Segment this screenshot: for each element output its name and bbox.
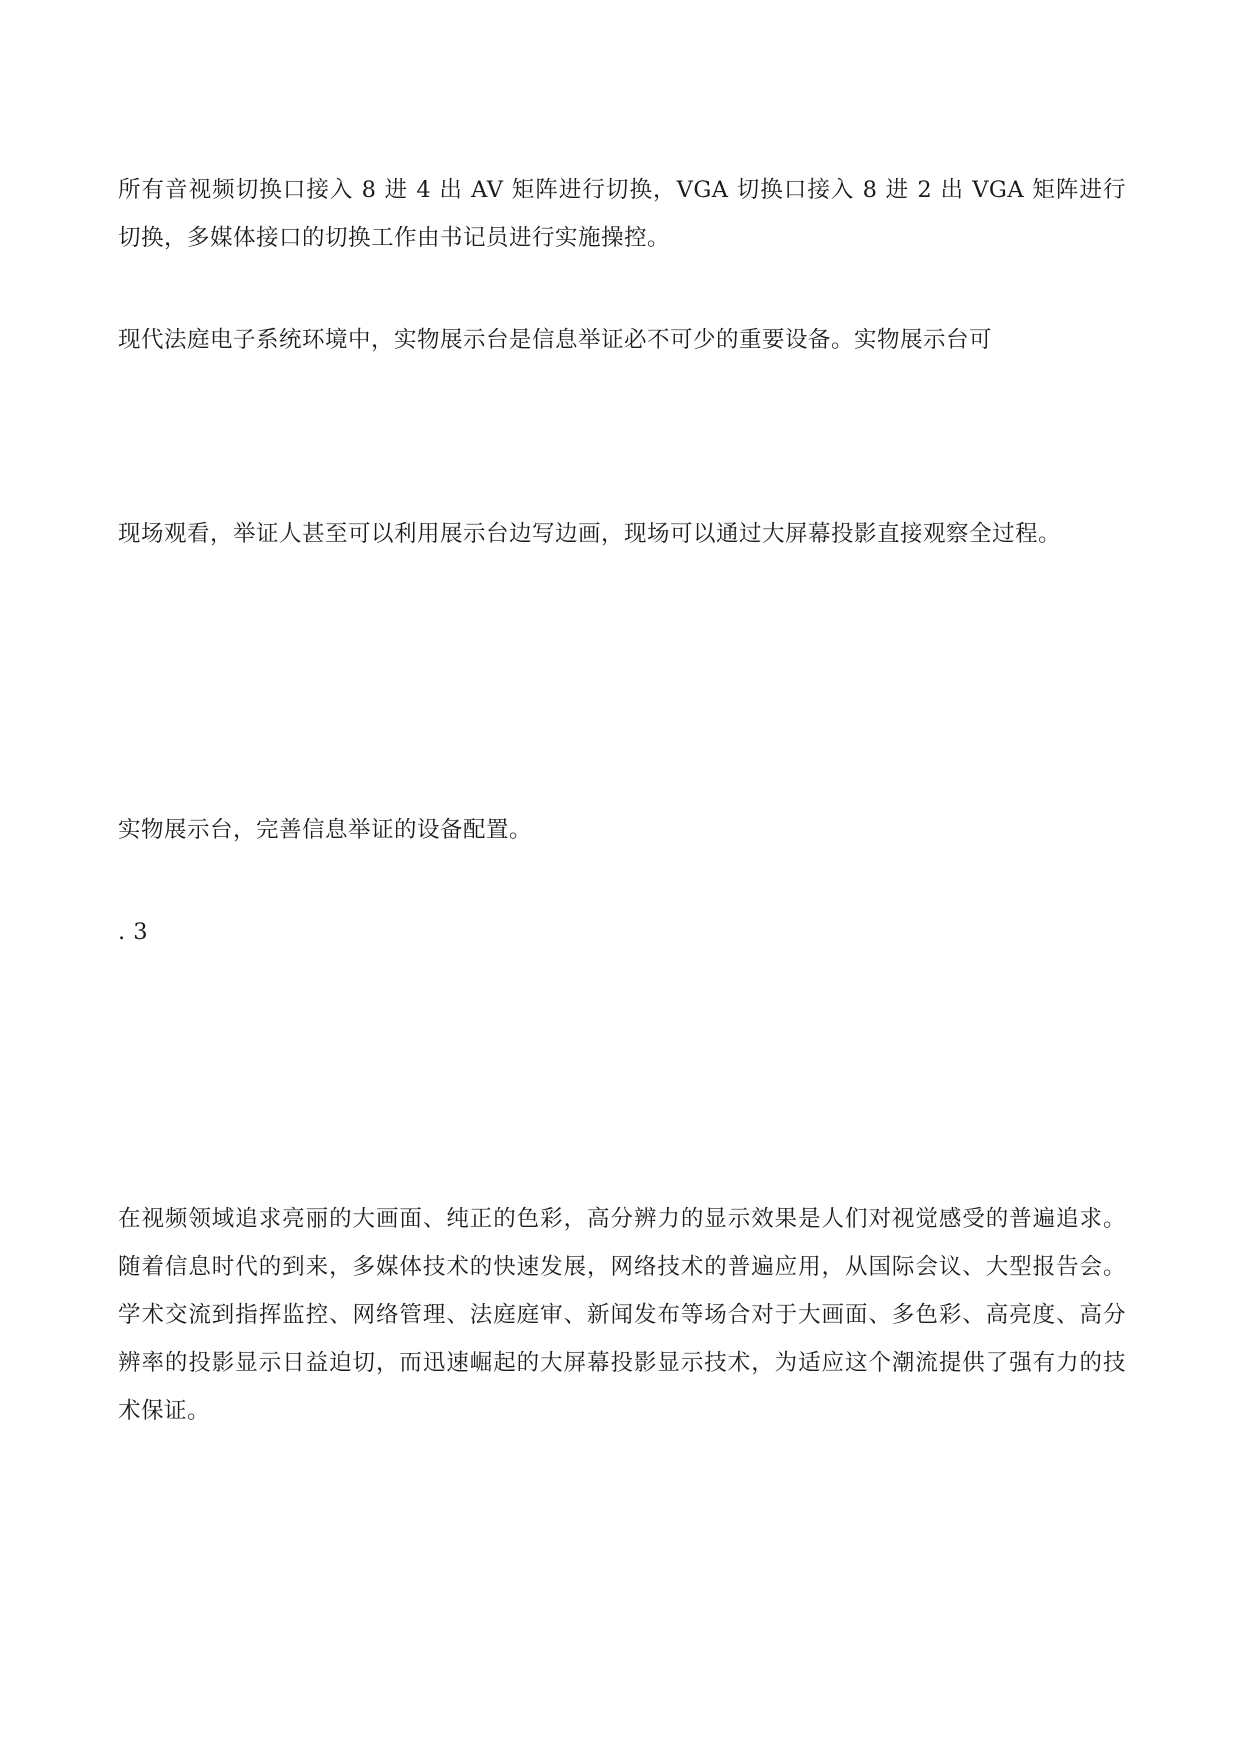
paragraph-large-screen-projection: 在视频领域追求亮丽的大画面、纯正的色彩，高分辨力的显示效果是人们对视觉感受的普遍追求。随着信息时代的到来，多媒体技术的快速发展，网络技术的普遍应用，从国际会议、大型报告会。学术交流到指挥监控、网络管理、法庭庭审、新闻发布等场合对于大画面、多色彩、高亮度、高分辨率的投影显示日益迫切，而迅速崛起的大屏幕投影显示技术，为适应这个潮流提供了强有力的技术保证。 xyxy=(118,1206,1126,1424)
paragraph-av-matrix-switching: 所有音视频切换口接入 8 进 4 出 AV 矩阵进行切换，VGA 切换口接入 8 进 2 出 VGA 矩阵进行切换，多媒体接口的切换工作由书记员进行实施操控。 xyxy=(118,177,1126,251)
paragraph-live-viewing: 现场观看，举证人甚至可以利用展示台边写边画，现场可以通过大屏幕投影直接观察全过程。 xyxy=(118,521,1062,547)
paragraph-device-configuration: 实物展示台，完善信息举证的设备配置。 xyxy=(118,817,533,843)
paragraph-document-camera-intro: 现代法庭电子系统环境中，实物展示台是信息举证必不可少的重要设备。实物展示台可 xyxy=(118,327,993,353)
section-number: . 3 xyxy=(118,919,149,945)
